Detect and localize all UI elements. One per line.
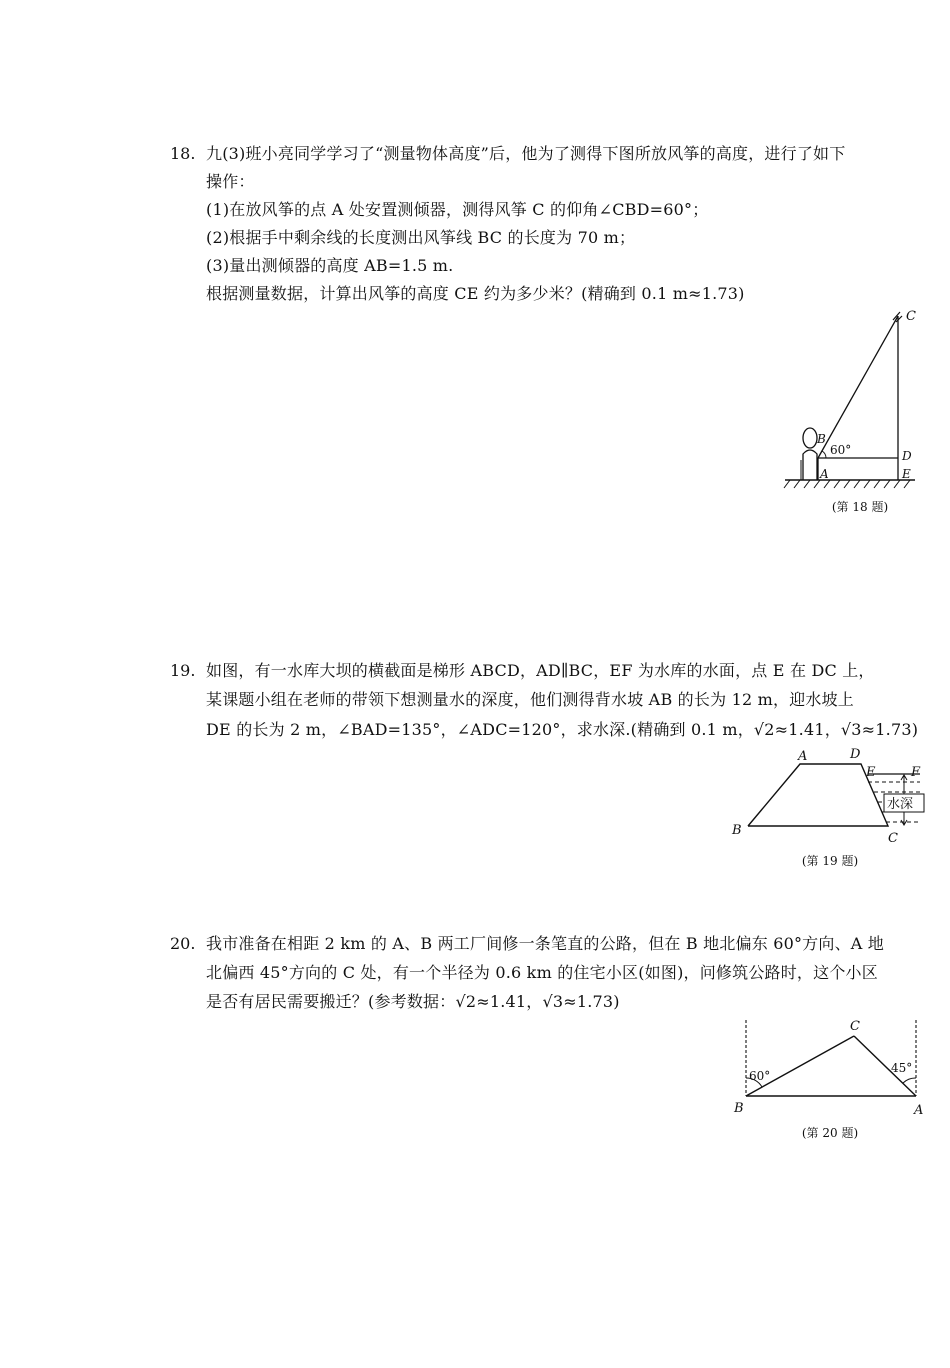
question-number: 18. bbox=[170, 144, 196, 163]
label-C: C bbox=[888, 831, 898, 846]
question-text-line: 操作： bbox=[206, 172, 255, 191]
question-prompt: 根据测量数据，计算出风筝的高度 CE 约为多少米？(精确到 0.1 m≈1.73) bbox=[206, 284, 745, 303]
label-A: A bbox=[914, 1103, 924, 1116]
figure-18 bbox=[780, 308, 930, 498]
figure-20 bbox=[728, 1016, 932, 1116]
label-D: D bbox=[902, 449, 912, 463]
label-B: B bbox=[817, 432, 826, 446]
step-3: (3)量出测倾器的高度 AB=1.5 m. bbox=[206, 256, 454, 275]
question-text-line: 北偏西 45°方向的 C 处，有一个半径为 0.6 km 的住宅小区(如图)，问修筑公路时，这个小区 bbox=[206, 963, 878, 982]
label-C: C bbox=[850, 1019, 860, 1034]
angle-B-label: 60° bbox=[749, 1069, 771, 1083]
label-B: B bbox=[734, 1101, 744, 1116]
question-text-line: DE 的长为 2 m，∠BAD=135°，∠ADC=120°，求水深.(精确到 0.1 m，√2≈1.41，√3≈1.73) bbox=[206, 720, 919, 739]
figure-19 bbox=[728, 744, 934, 848]
question-text-line: 我市准备在相距 2 km 的 A、B 两工厂间修一条笔直的公路，但在 B 地北偏东 60°方向、A 地 bbox=[206, 934, 885, 953]
question-number: 19. bbox=[170, 661, 196, 680]
question-text-line: 某课题小组在老师的带领下想测量水的深度，他们测得背水坡 AB 的长为 12 m，迎水坡上 bbox=[206, 690, 854, 709]
question-number: 20. bbox=[170, 934, 196, 953]
label-F: F bbox=[911, 765, 921, 780]
label-D: D bbox=[850, 747, 861, 762]
angle-label: 60° bbox=[830, 443, 852, 457]
label-A: A bbox=[820, 467, 829, 481]
label-A: A bbox=[798, 749, 808, 764]
figure-caption: (第 18 题) bbox=[831, 500, 889, 514]
depth-label: 水深 bbox=[887, 797, 914, 812]
question-text-line: 九(3)班小亮同学学习了“测量物体高度”后，他为了测得下图所放风筝的高度，进行了如下 bbox=[206, 144, 846, 163]
step-2: (2)根据手中剩余线的长度测出风筝线 BC 的长度为 70 m； bbox=[206, 228, 636, 247]
figure-caption: (第 19 题) bbox=[801, 854, 859, 868]
angle-A-label: 45° bbox=[891, 1061, 913, 1075]
label-B: B bbox=[732, 823, 742, 838]
figure-caption: (第 20 题) bbox=[801, 1126, 859, 1140]
step-1: (1)在放风筝的点 A 处安置测倾器，测得风筝 C 的仰角∠CBD=60°； bbox=[206, 200, 709, 219]
label-E: E bbox=[902, 467, 911, 481]
label-C: C bbox=[906, 309, 916, 324]
label-E: E bbox=[866, 765, 876, 780]
question-text-line: 如图，有一水库大坝的横截面是梯形 ABCD，AD∥BC，EF 为水库的水面，点 E 在 DC 上， bbox=[206, 661, 875, 680]
question-text-line: 是否有居民需要搬迁？(参考数据：√2≈1.41，√3≈1.73) bbox=[206, 992, 620, 1011]
